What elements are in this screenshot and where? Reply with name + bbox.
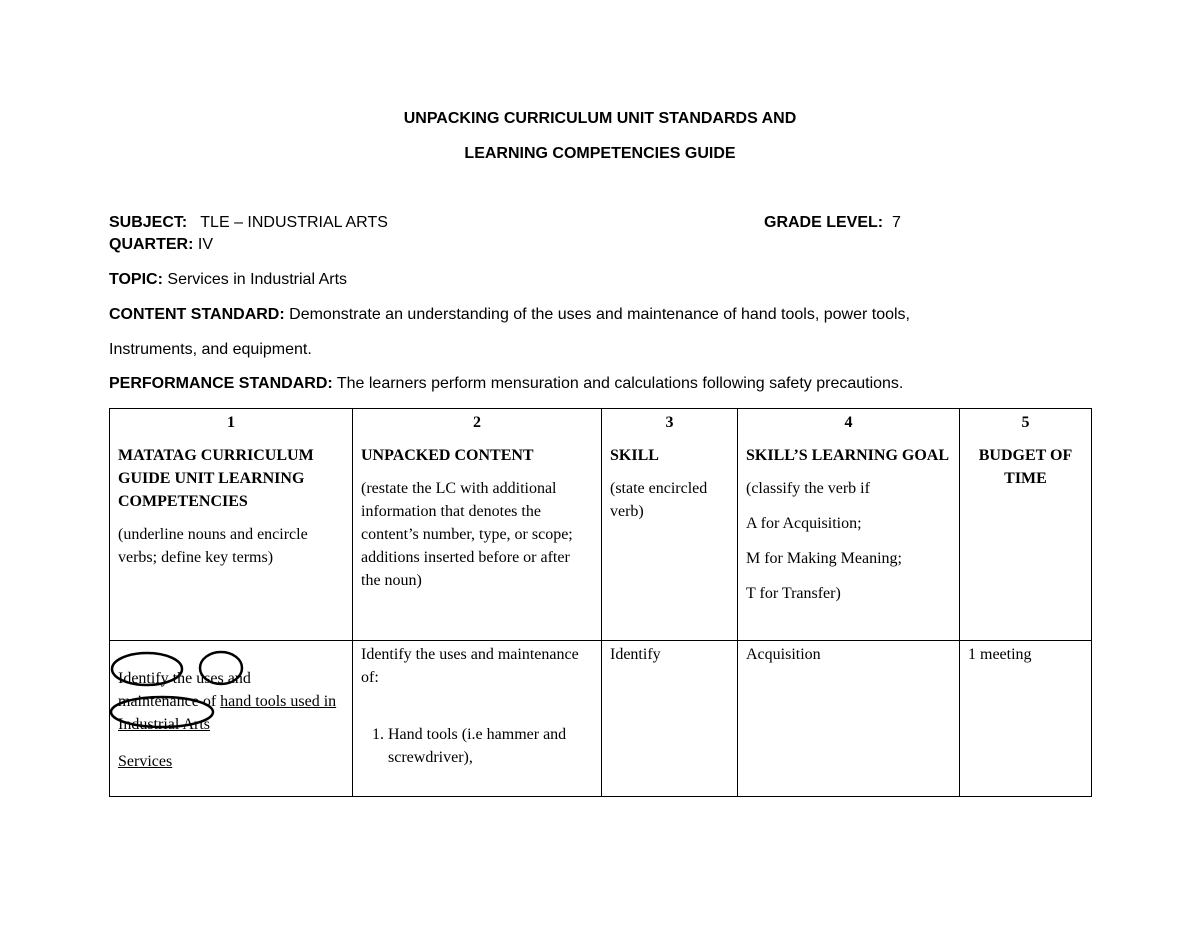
column-instruction: (underline nouns and encircle verbs; define key terms) [118, 526, 308, 566]
column-instruction: (classify the verb if [746, 480, 870, 497]
quarter-label: QUARTER: [109, 236, 194, 253]
quarter-value: IV [197, 236, 214, 253]
budget-cell [960, 641, 1092, 797]
column-number: 2 [473, 414, 481, 431]
grade-level-label: GRADE LEVEL: [764, 214, 884, 231]
subject-label: SUBJECT: [109, 214, 188, 231]
content-standard-line-2: Instruments, and equipment. [109, 341, 312, 358]
document-title-line-2: LEARNING COMPETENCIES GUIDE [464, 145, 736, 162]
content-standard-label: CONTENT STANDARD: [109, 306, 285, 323]
header-cell-competencies [110, 409, 353, 641]
topic-line [109, 271, 347, 289]
performance-standard-line [109, 375, 903, 393]
header-cell-unpacked-content [353, 409, 602, 641]
column-header: UNPACKED CONTENT [361, 447, 534, 464]
column-header: BUDGET OF TIME [978, 447, 1073, 487]
table-header-row [110, 409, 1092, 641]
header-cell-learning-goal [738, 409, 960, 641]
competencies-table [109, 408, 1092, 797]
grade-level-line [764, 214, 901, 232]
word-the: the [168, 670, 197, 687]
verb-identify: Identify [118, 670, 169, 687]
goal-option-acquisition: A for Acquisition; [746, 515, 862, 532]
competency-cell [110, 641, 353, 797]
skill-value: Identify [610, 646, 661, 663]
quarter-line [109, 236, 213, 254]
performance-standard-label: PERFORMANCE STANDARD: [109, 375, 333, 392]
goal-option-making-meaning: M for Making Meaning; [746, 550, 902, 567]
column-header: MATATAG CURRICULUM GUIDE UNIT LEARNING COMPETENCIES [118, 447, 314, 510]
table-row [110, 641, 1092, 797]
column-number: 4 [844, 414, 853, 431]
column-number: 5 [1021, 414, 1030, 431]
unpacked-intro: Identify the uses and maintenance of: [361, 646, 579, 686]
verb-maintenance: maintenance [118, 693, 199, 710]
word-and: and [223, 670, 251, 687]
learning-goal-cell [738, 641, 960, 797]
column-number: 3 [665, 414, 674, 431]
noun-services: Services [118, 753, 173, 770]
header-cell-skill [602, 409, 738, 641]
subject-line [109, 214, 388, 232]
budget-value: 1 meeting [968, 646, 1032, 663]
goal-option-transfer: T for Transfer) [746, 585, 841, 602]
learning-goal-value: Acquisition [746, 646, 821, 663]
column-number: 1 [227, 414, 235, 431]
competency-text [118, 667, 344, 773]
document-title-line-1: UNPACKING CURRICULUM UNIT STANDARDS AND [403, 110, 797, 127]
content-standard-line [109, 306, 910, 324]
column-instruction: (restate the LC with additional information that denotes the content’s number, type, or scope; additions inserted before or after the noun) [361, 480, 573, 589]
noun-hand-tools: hand tools used in Industrial Arts [118, 693, 337, 733]
topic-value: Services in Industrial Arts [167, 271, 348, 288]
column-header: SKILL’S LEARNING GOAL [746, 447, 950, 464]
unpacked-list [361, 723, 593, 769]
performance-standard-value: The learners perform mensuration and calculations following safety precautions. [336, 375, 904, 392]
grade-level-value: 7 [892, 214, 901, 231]
topic-label: TOPIC: [109, 271, 163, 288]
column-instruction: (state encircled verb) [610, 480, 708, 520]
verb-uses: uses [196, 670, 224, 687]
subject-value: TLE – INDUSTRIAL ARTS [200, 214, 388, 231]
unpacked-content-cell [353, 641, 602, 797]
skill-cell [602, 641, 738, 797]
content-standard-value: Demonstrate an understanding of the uses and maintenance of hand tools, power tools, [289, 306, 910, 323]
word-of: of [198, 693, 221, 710]
column-header: SKILL [610, 447, 659, 464]
list-item: 1. Hand tools (i.e hammer and screwdriver), [388, 723, 593, 769]
header-cell-budget [960, 409, 1092, 641]
